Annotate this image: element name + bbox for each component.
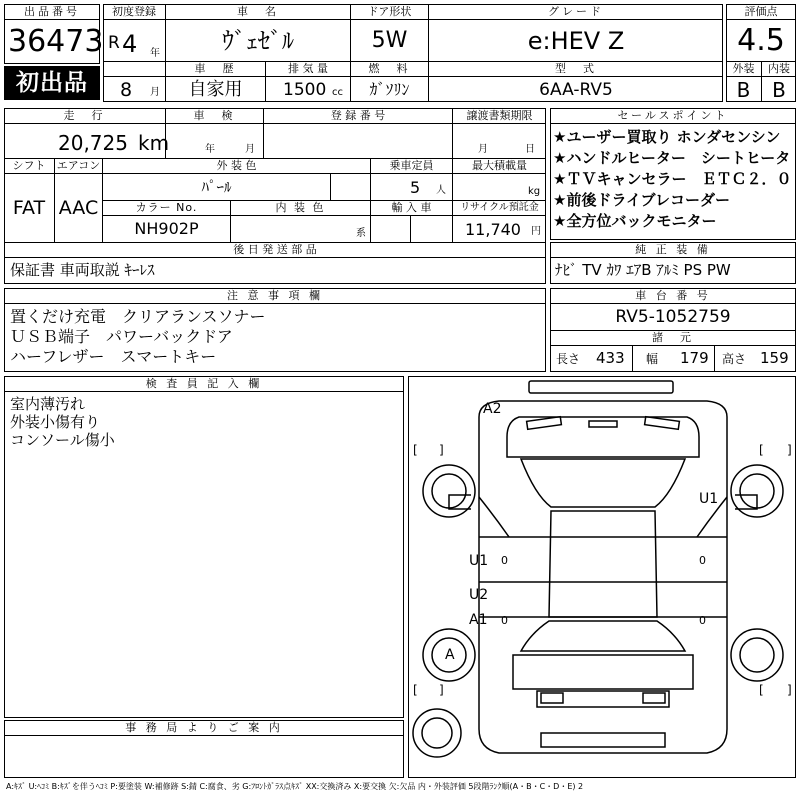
sales-point: ★前後ドライブレコーダー (553, 191, 730, 209)
mark-zero-right-2: 0 (699, 614, 706, 627)
mark-zero-right-1: 0 (699, 554, 706, 567)
import-label: 輸 入 車 (391, 201, 432, 214)
sales-point: ★ＴＶキャンセラー ＥＴＣ２．０ (553, 170, 792, 188)
int-color-unit: 系 (356, 228, 366, 239)
interior-grade: B (772, 78, 786, 102)
inspector-line: コンソール傷小 (10, 431, 115, 449)
inspector-line: 外装小傷有り (10, 413, 101, 431)
mileage: 20,725 (58, 131, 128, 155)
mark-u2: U2 (469, 587, 489, 603)
ext-color: ﾊﾟｰﾙ (201, 178, 232, 196)
mark-u1-right: U1 (699, 491, 719, 507)
model-code: 6AA-RV5 (539, 80, 613, 100)
int-color-label: 内 装 色 (275, 201, 326, 214)
first-reg-label: 初度登録 (112, 5, 156, 18)
chassis-label: 車 台 番 号 (635, 289, 711, 302)
bracket-left-bottom: [ (413, 683, 418, 697)
exterior-grade: B (736, 78, 751, 102)
note-line: 置くだけ充電 クリアランスソナー (10, 307, 266, 326)
inspector-label: 検 査 員 記 入 欄 (145, 377, 263, 390)
bracket-right-top: [ (759, 443, 764, 457)
equipment-label: 純 正 装 備 (635, 243, 711, 256)
lot-number-label: 出品番号 (24, 5, 80, 18)
legend: A:ｷｽﾞ U:ﾍｺﾐ B:ｷｽﾞを伴うﾍｺﾐ P:要塗装 W:補修跡 S:錆 C:腐食、劣 G:ﾌﾛﾝﾄｶﾞﾗｽ点ｷｽﾞ XX:交換済み X:要交換 欠:欠品 内・外装評価 5段階ﾗﾝｸ順(A・B・C・D・E) 2 (6, 782, 584, 791)
recycle-unit: 円 (531, 226, 541, 237)
displacement-label: 排 気 量 (288, 62, 328, 75)
score-label: 評価点 (744, 5, 778, 18)
ac-label: エアコン (56, 159, 101, 172)
bracket-right-top-close: ] (787, 443, 792, 457)
mileage-label: 走 行 (63, 109, 106, 122)
history-label: 車 歴 (194, 62, 237, 75)
dims-label: 諸 元 (652, 331, 694, 344)
note-line: ＵＳＢ端子 パワーバックドア (10, 327, 233, 346)
model-label: 型 式 (555, 62, 597, 75)
transfer-label: 譲渡書類期限 (466, 109, 533, 122)
bracket-right-bottom: [ (759, 683, 764, 697)
mark-u1-left: U1 (469, 553, 489, 569)
mileage-unit: km (138, 131, 170, 155)
reg-year: 4 (122, 30, 138, 58)
inspector-line: 室内薄汚れ (10, 395, 86, 413)
reg-number-label: 登 録 番 号 (330, 109, 386, 122)
bracket-right-bottom-close: ] (787, 683, 792, 697)
displacement: 1500 (283, 80, 327, 100)
length-label: 長さ (556, 352, 581, 366)
mark-a2: A2 (483, 401, 502, 417)
inspection-year-unit: 年 (205, 144, 215, 155)
fuel: ｶﾞｿﾘﾝ (369, 80, 410, 99)
bracket-left-top: [ (413, 443, 418, 457)
bracket-left-top-close: ] (439, 443, 444, 457)
inspector-lines (10, 395, 115, 449)
sales-point: ★全方位バックモニター (553, 212, 717, 230)
mark-a1: A1 (469, 612, 488, 628)
later-parts-label: 後 日 発 送 部 品 (233, 243, 317, 256)
shift: FAT (12, 197, 46, 219)
capacity: 5 (410, 178, 421, 197)
inspection-label: 車 検 (193, 109, 236, 122)
exterior-grade-label: 外装 (732, 62, 755, 75)
ac: AAC (58, 197, 99, 219)
recycle-amount: 11,740 (465, 220, 521, 239)
length-value: 433 (596, 349, 625, 367)
chassis-number: RV5-1052759 (615, 307, 731, 327)
sales-points-label: セールスポイント (617, 109, 729, 122)
interior-grade-label: 内装 (768, 62, 790, 75)
grade: e:HEV Z (527, 27, 625, 55)
fuel-label: 燃 料 (368, 62, 411, 75)
height-label: 高さ (722, 352, 747, 366)
capacity-unit: 人 (436, 185, 446, 196)
history: 自家用 (188, 79, 243, 100)
car-name-label: 車 名 (237, 5, 279, 18)
grade-label: グレード (548, 5, 604, 18)
equipment-value: ﾅﾋﾞ TV ｶﾜ ｴｱB ｱﾙﾐ PS PW (555, 261, 731, 279)
first-listing-badge: 初出品 (4, 66, 100, 100)
sales-point: ★ユーザー買取り ホンダセンシン (553, 128, 781, 146)
displacement-unit: cc (332, 87, 343, 98)
later-parts: 保証書 車両取説 ｷｰﾚｽ (10, 261, 155, 279)
car-outline (409, 377, 797, 779)
mark-zero-left-1: 0 (501, 554, 508, 567)
era: R (108, 33, 120, 53)
inspection-month-unit: 月 (245, 144, 255, 155)
load-unit: kg (528, 186, 541, 197)
office-label: 事 務 局 よ り ご 案 内 (125, 721, 283, 734)
height-value: 159 (760, 349, 789, 367)
transfer-day-unit: 日 (525, 144, 535, 155)
month-unit: 月 (150, 87, 160, 98)
color-no-label: カラー No. (135, 201, 198, 214)
recycle-label: リサイクル預託金 (460, 202, 539, 213)
width-value: 179 (680, 349, 709, 367)
load-label: 最大積載量 (472, 159, 527, 172)
score: 4.5 (737, 23, 785, 58)
lot-number: 36473 (8, 24, 104, 59)
door-label: ドア形状 (367, 5, 412, 18)
notes-lines (10, 307, 266, 367)
mark-a-wheel: A (445, 647, 455, 663)
reg-month: 8 (120, 79, 133, 101)
door-type: 5W (371, 28, 408, 53)
sales-points-list (553, 127, 795, 232)
mark-zero-left-2: 0 (501, 614, 508, 627)
car-name: ｳﾞｪｾﾞﾙ (222, 27, 294, 55)
sales-point: ★ハンドルヒーター シートヒータ (553, 149, 791, 167)
bracket-left-bottom-close: ] (439, 683, 444, 697)
car-diagram (408, 376, 796, 778)
shift-label: シフト (12, 159, 46, 172)
year-unit: 年 (150, 48, 160, 59)
notes-label: 注 意 事 項 欄 (227, 289, 323, 302)
transfer-month-unit: 月 (478, 144, 488, 155)
width-label: 幅 (646, 352, 659, 366)
capacity-label: 乗車定員 (389, 159, 434, 172)
color-no: NH902P (134, 219, 199, 238)
ext-color-label: 外 装 色 (216, 159, 257, 172)
note-line: ハーフレザー スマートキー (10, 347, 217, 366)
